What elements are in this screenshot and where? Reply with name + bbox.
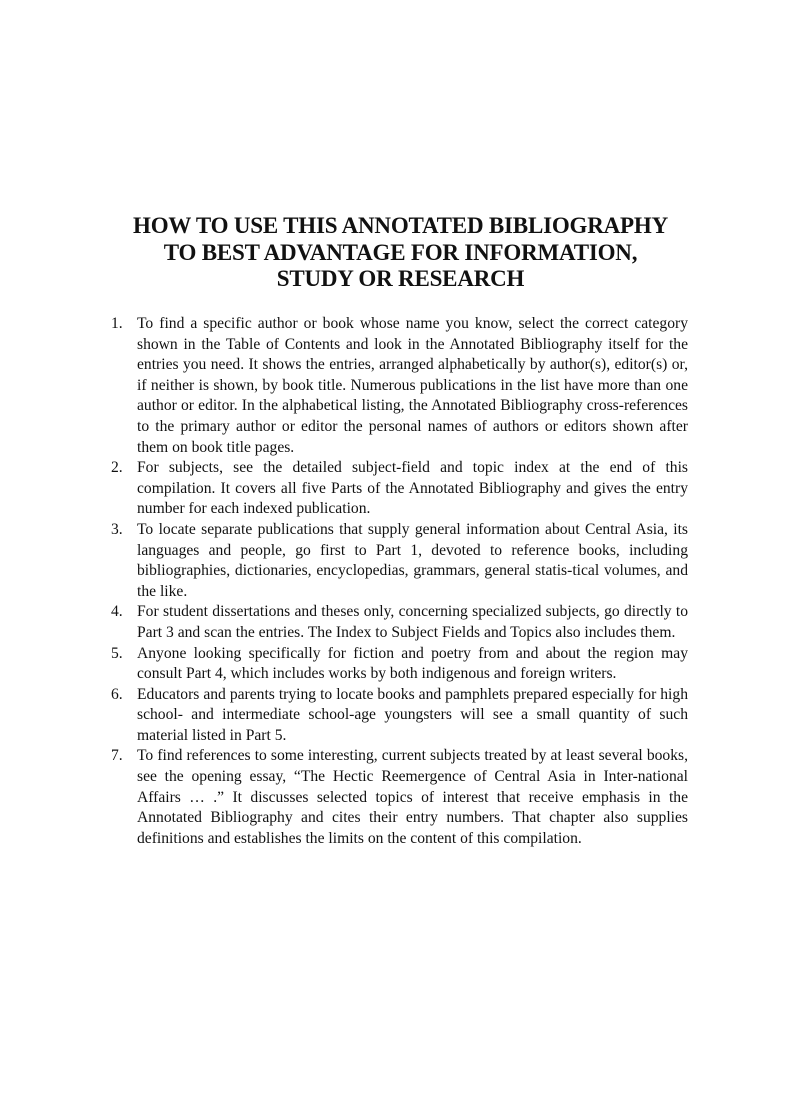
list-item-5 xyxy=(105,644,688,685)
list-item-7 xyxy=(105,746,688,849)
item-number: 5. xyxy=(111,644,123,662)
title-line-1: HOW TO USE THIS ANNOTATED BIBLIOGRAPHY xyxy=(133,213,668,238)
list-item-6 xyxy=(105,685,688,747)
list-item-3 xyxy=(105,520,688,602)
item-number: 7. xyxy=(111,747,123,765)
list-item-1 xyxy=(105,314,688,458)
item-number: 3. xyxy=(111,520,123,538)
item-number: 4. xyxy=(111,603,123,621)
item-number: 1. xyxy=(111,315,123,332)
title-line-3: STUDY OR RESEARCH xyxy=(276,266,525,291)
item-text: For subjects, see the detailed subject-field and topic index at the end of this compilation. It covers all five Parts of the Annotated Bibliography and gives the entry number for each indexed publication. xyxy=(137,459,688,518)
item-number: 2. xyxy=(111,459,123,477)
item-number: 6. xyxy=(111,685,123,703)
list-item-2 xyxy=(105,458,688,520)
item-text: Anyone looking specifically for fiction and poetry from and about the region may consult Part 4, which includes works by both indigenous and foreign writers. xyxy=(137,644,688,683)
page-title xyxy=(100,213,701,293)
title-line-2: TO BEST ADVANTAGE FOR INFORMATION, xyxy=(163,239,638,265)
list-item-4 xyxy=(105,602,688,643)
item-text: To locate separate publications that supply general information about Central Asia, its languages and people, go first to Part 1, devoted to reference books, including bibliographies, dictionaries, encyclopedias, grammars, general statis-tical volumes, and the like. xyxy=(137,520,688,600)
item-text: To find references to some interesting, current subjects treated by at least several books, see the opening essay, “The Hectic Reemergence of Central Asia in Inter-national Affairs … .” It discusses selected topics of interest that receive emphasis in the Annotated Bibliography and cites their entry numbers. That chapter also supplies definitions and establishes the limits on the content of this compilation. xyxy=(137,747,688,847)
instruction-list xyxy=(105,314,688,849)
item-text: For student dissertations and theses only, concerning specialized subjects, go directly to Part 3 and scan the entries. The Index to Subject Fields and Topics also includes them. xyxy=(137,603,688,641)
item-text: Educators and parents trying to locate books and pamphlets prepared especially for high school- and intermediate school-age youngsters will see a small quantity of such material listed in Part 5. xyxy=(137,685,688,744)
item-text: To find a specific author or book whose name you know, select the correct category shown in the Table of Contents and look in the Annotated Bibliography itself for the entries you need. It shows the entries, arranged alphabetically by author(s), editor(s) or, if neither is shown, by book title. Numerous publications in the list have more than one author or editor. In the alphabetical listing, the Annotated Bibliography cross-references to the primary author or editor the personal names of authors or editors shown after them on book title pages. xyxy=(137,315,688,456)
